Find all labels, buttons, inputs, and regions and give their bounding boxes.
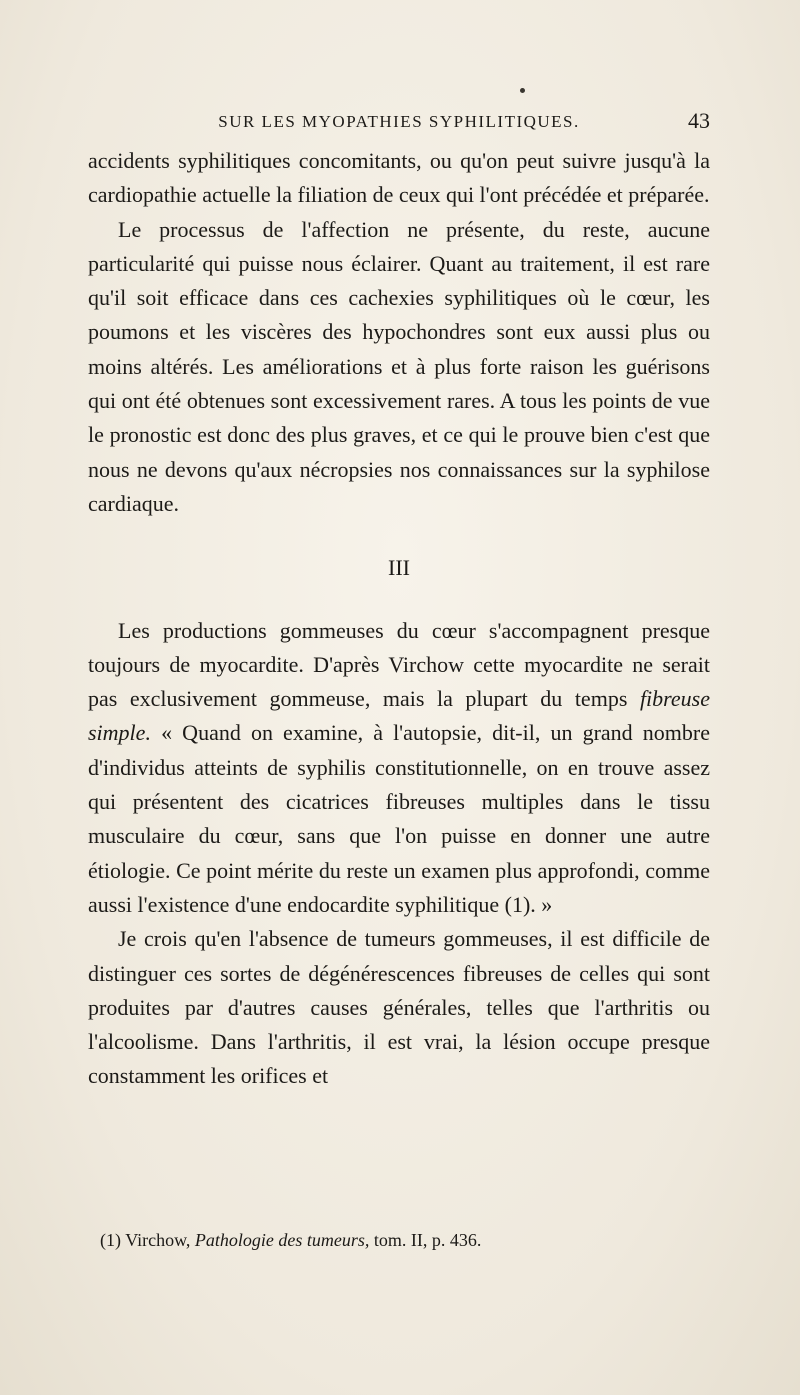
body-text bbox=[88, 144, 710, 1094]
paragraph-gummatous-italic: fibreuse simple. bbox=[88, 686, 710, 746]
paragraph-gummatous-text-1: Les productions gommeuses du cœur s'accompagnent presque toujours de myocardite. D'après Virchow cette myocardite ne serait pas exclusivement gommeuse, mais la plupart du temps bbox=[88, 617, 710, 712]
footnote-author: Virchow, bbox=[125, 1230, 191, 1250]
footnote bbox=[100, 1228, 710, 1252]
paragraph-continuation: accidents syphilitiques concomitants, ou qu'on peut suivre jusqu'à la cardiopathie actuelle la filiation de ceux qui l'ont précédée et préparée. bbox=[88, 148, 710, 208]
running-title: SUR LES MYOPATHIES SYPHILITIQUES. bbox=[218, 112, 580, 131]
page-header bbox=[88, 108, 710, 138]
paragraph-fibrous: Je crois qu'en l'absence de tumeurs gommeuses, il est difficile de distinguer ces sortes de dégénérescences fibreuses de celles qui sont produites par d'autres causes générales, telles que l'arthritis ou l'alcoolisme. Dans l'arthritis, il est vrai, la lésion occupe presque constamment les orifices et bbox=[88, 926, 710, 1089]
ink-speck bbox=[520, 88, 525, 93]
paragraph-gummatous bbox=[88, 614, 710, 923]
footnote-marker: (1) bbox=[100, 1230, 121, 1250]
paragraph-gummatous-text-2: « Quand on examine, à l'autopsie, dit-il, un grand nombre d'individus atteints de syphilis constitutionnelle, on en trouve assez qui présentent des cicatrices fibreuses multiples dans le tissu musculaire du cœur, sans que l'on puisse en donner une autre étiologie. Ce point mérite du reste un examen plus approfondi, comme aussi l'existence d'une endocardite syphilitique (1). » bbox=[88, 720, 710, 917]
paragraph-treatment: Le processus de l'affection ne présente, du reste, aucune particularité qui puisse nous éclairer. Quant au traitement, il est rare qu'il soit efficace dans ces cachexies syphilitiques où le cœur, les poumons et les viscères des hypochondres sont eux aussi plus ou moins altérés. Les améliorations et à plus forte raison les guérisons qui ont été obtenues sont excessivement rares. A tous les points de vue le pronostic est donc des plus graves, et ce qui le prouve bien c'est que nous ne devons qu'aux nécropsies nos connaissances sur la syphilose cardiaque. bbox=[88, 216, 710, 516]
footnote-rest: tom. II, p. 436. bbox=[373, 1230, 482, 1250]
section-number: III bbox=[388, 555, 410, 581]
footnote-title: Pathologie des tumeurs, bbox=[194, 1230, 370, 1250]
page-number: 43 bbox=[688, 108, 710, 133]
